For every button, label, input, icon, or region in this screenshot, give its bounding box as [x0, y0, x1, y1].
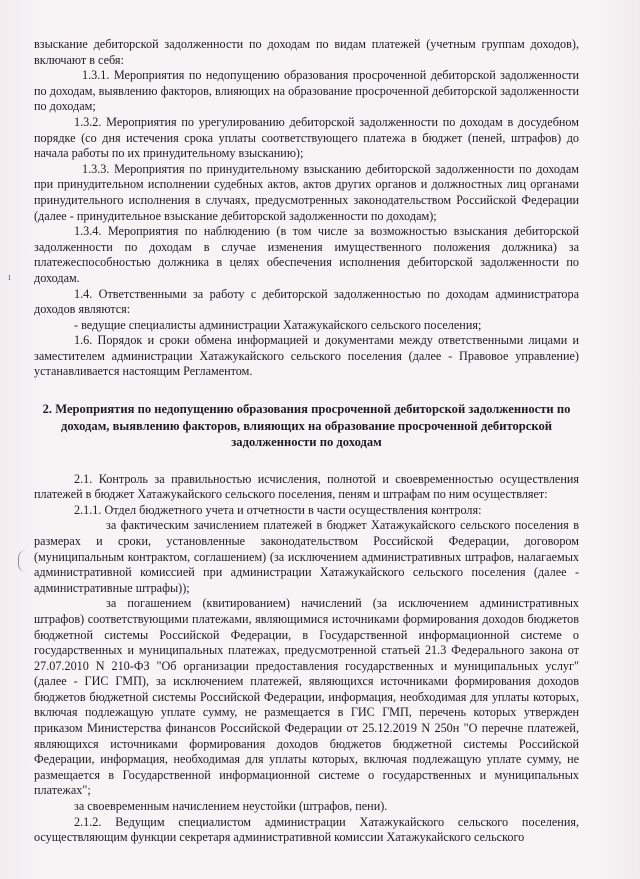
paragraph-p3: 1.3.3. Мероприятия по принудительному взысканию дебиторской задолженности по доходам при принудительном исполнении судебных актов, актов других органов и должностных лиц органами принудительного исполнения в случаях, предусмотренных законодательством Российской Федерации (далее - принудительное взыскание дебиторской задолженности по доходам);	[34, 161, 579, 223]
margin-bracket-mark	[18, 550, 35, 572]
paragraph-q2: за фактическим зачислением платежей в бюджет Хатажукайского сельского поселения в размерах и сроки, установленные законодательством Российской Федерации, договором (муниципальным контрактом, соглашением) (за исключением административных штрафов, налагаемых административной комиссией при администрации Хатажукайского сельского поселения (далее - административные штрафы));	[34, 518, 579, 595]
paragraph-q1: 2.1.1. Отдел бюджетного учета и отчетности в части осуществления контроля:	[74, 502, 482, 517]
paragraph-p4: 1.3.4. Мероприятия по наблюдению (в том числе за возможностью взыскания дебиторской задолженности по доходам в случае изменения имущественного положения должника) за платежеспособностью должника в целях обеспечения исполнения дебиторской задолженности по доходам.	[34, 224, 579, 285]
paragraph-p1: 1.3.1. Мероприятия по недопущению образования просроченной дебиторской задолженности по доходам, выявлению факторов, влияющих на образование просроченной дебиторской задолженности по доходам;	[34, 68, 579, 114]
section-2-heading: 2. Мероприятия по недопущению образования просроченной дебиторской задолженности по доходам, выявлению факторов, влияющих на образование просроченной дебиторской задолженности по доходам	[42, 402, 571, 450]
section-1-text	[34, 37, 579, 380]
paragraph-q0: 2.1. Контроль за правильностью исчисления, полнотой и своевременностью осуществления платежей в бюджет Хатажукайского сельского поселения, пеням и штрафам по ним осуществляет:	[34, 471, 579, 502]
paragraph-p6: - ведущие специалисты администрации Хатажукайского сельского поселения;	[74, 317, 482, 332]
paragraph-p0: взыскание дебиторской задолженности по доходам по видам платежей (учетным группам доходов), включают в себя:	[34, 37, 579, 67]
paragraph-q5: 2.1.2. Ведущим специалистом администрации Хатажукайского сельского поселения, осуществляющим функции секретаря административной комиссии Хатажукайского сельского	[34, 814, 579, 845]
paragraph-p2: 1.3.2. Мероприятия по урегулированию дебиторской задолженности по доходам в досудебном порядке (со дня истечения срока уплаты соответствующего платежа в бюджет (пеней, штрафов) до начала работы по их принудительному взысканию);	[34, 114, 579, 161]
paragraph-q4: за своевременным начислением неустойки (штрафов, пени).	[74, 799, 388, 814]
paragraph-q3: за погашением (квитированием) начислений (за исключением административных штрафов) соответствующими платежами, являющимися источниками формирования доходов бюджетов бюджетной системы Российской Федерации, в Государственной информационной системе о государственных и муниципальных платежах, предусмотренной статьей 21.3 Федерального закона от 27.07.2010 N 210-ФЗ "Об организации предоставления государственных и муниципальных услуг" (далее - ГИС ГМП), за исключением платежей, являющихся источниками формирования доходов бюджетов бюджетной системы Российской Федерации, информация, необходимая для уплаты которых, включая подлежащую уплате сумму, не размещается в ГИС ГМП, перечень которых утвержден приказом Министерства финансов Российской Федерации от 25.12.2019 N 250н "О перечне платежей, являющихся источниками формирования доходов бюджетов бюджетной системы Российской Федерации, информация, необходимая для уплаты которых, включая подлежащую уплате сумму, не размещается в Государственной информационной системе о государственных и муниципальных платежах";	[34, 596, 579, 798]
section-2-text	[34, 472, 579, 846]
paragraph-p5: 1.4. Ответственными за работу с дебиторской задолженностью по доходам администратора доходов являются:	[34, 286, 579, 317]
margin-tick-mark: ı	[8, 272, 11, 283]
document-body	[34, 37, 579, 846]
paragraph-p7: 1.6. Порядок и сроки обмена информацией и документами между ответственными лицами и заместителем администрации Хатажукайского сельского поселения (далее - Правовое управление) устанавливается настоящим Регламентом.	[34, 333, 579, 379]
